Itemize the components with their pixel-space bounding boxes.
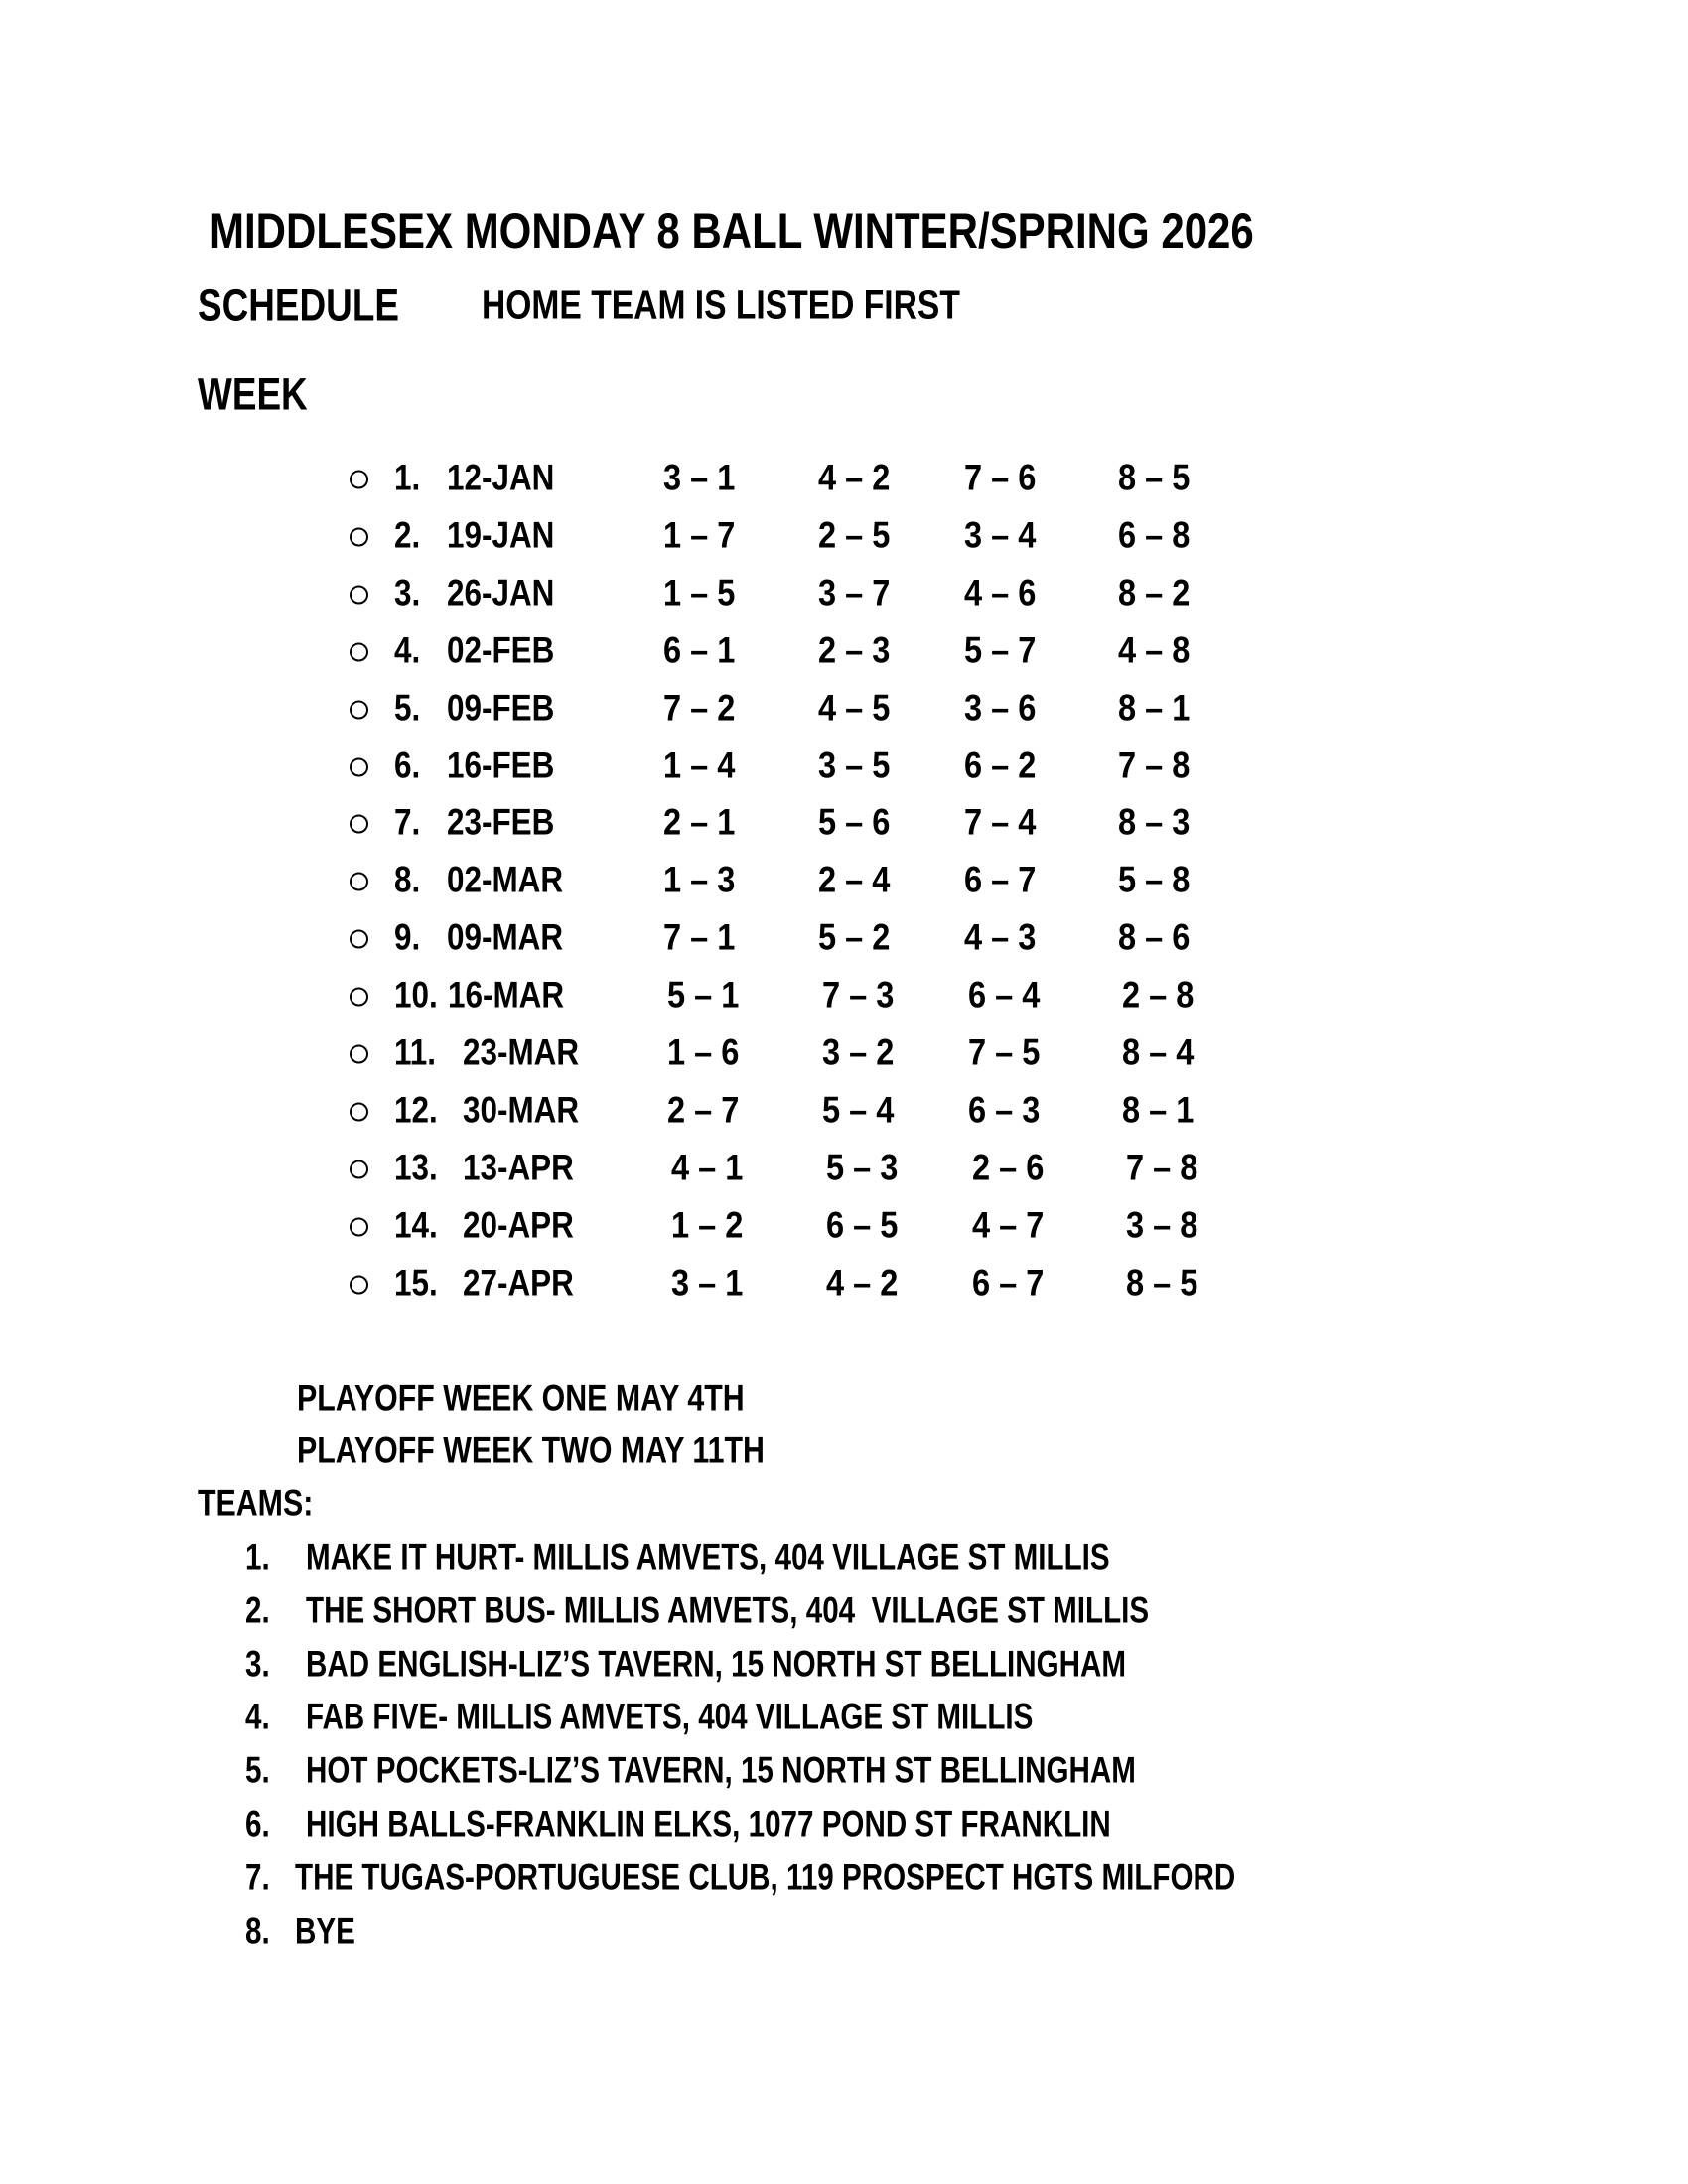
week-number: 10. <box>394 974 438 1016</box>
matchup: 3 – 2 <box>822 1031 895 1073</box>
matchup: 8 – 1 <box>1122 1089 1195 1131</box>
team-description: BYE <box>295 1910 355 1952</box>
matchup: 4 – 6 <box>964 572 1037 614</box>
matchup: 5 – 7 <box>964 629 1037 671</box>
matchup: 2 – 3 <box>818 629 891 671</box>
week-date: 16-FEB <box>447 745 555 785</box>
matchup: 2 – 6 <box>972 1147 1045 1188</box>
schedule-heading: SCHEDULE <box>198 279 399 331</box>
team-description: BAD ENGLISH-LIZ’S TAVERN, 15 NORTH ST BELLINGHAM <box>306 1643 1127 1685</box>
matchup: 4 – 3 <box>964 916 1037 958</box>
circle-bullet-icon <box>350 642 368 661</box>
week-number: 9. <box>394 916 421 958</box>
matchup: 4 – 5 <box>818 687 891 729</box>
week-date: 27-APR <box>463 1262 574 1303</box>
matchup: 7 – 3 <box>822 974 895 1016</box>
matchup: 1 – 3 <box>663 859 736 900</box>
week-heading: WEEK <box>198 368 308 420</box>
week-number: 3. <box>394 572 421 614</box>
matchup: 8 – 3 <box>1118 801 1191 843</box>
matchup: 6 – 5 <box>826 1204 899 1246</box>
circle-bullet-icon <box>350 527 368 546</box>
matchup: 7 – 6 <box>964 457 1037 498</box>
week-date: 12-JAN <box>447 457 555 498</box>
week-date: 30-MAR <box>463 1089 580 1131</box>
week-number: 15. <box>394 1262 438 1303</box>
matchup: 5 – 6 <box>818 801 891 843</box>
week-date: 16-MAR <box>448 974 565 1016</box>
team-description: HOT POCKETS-LIZ’S TAVERN, 15 NORTH ST BELLINGHAM <box>306 1749 1136 1791</box>
circle-bullet-icon <box>350 988 368 1007</box>
matchup: 3 – 4 <box>964 514 1037 556</box>
circle-bullet-icon <box>350 873 368 891</box>
week-date: 09-FEB <box>447 687 555 729</box>
matchup: 1 – 2 <box>671 1204 744 1246</box>
circle-bullet-icon <box>350 585 368 604</box>
circle-bullet-icon <box>350 1160 368 1178</box>
playoff-week-one: PLAYOFF WEEK ONE MAY 4TH <box>297 1377 745 1419</box>
week-date: 19-JAN <box>447 514 555 556</box>
matchup: 7 – 2 <box>663 687 736 729</box>
week-date: 02-FEB <box>447 629 555 671</box>
playoff-week-two: PLAYOFF WEEK TWO MAY 11TH <box>297 1430 765 1471</box>
week-date: 26-JAN <box>447 572 555 614</box>
circle-bullet-icon <box>350 1102 368 1121</box>
matchup: 5 – 2 <box>818 916 891 958</box>
circle-bullet-icon <box>350 1275 368 1294</box>
matchup: 8 – 5 <box>1118 457 1191 498</box>
matchup: 4 – 1 <box>671 1147 744 1188</box>
week-date: 13-APR <box>463 1147 574 1188</box>
week-date: 23-FEB <box>447 801 555 843</box>
circle-bullet-icon <box>350 1045 368 1064</box>
matchup: 3 – 7 <box>818 572 891 614</box>
team-description: FAB FIVE- MILLIS AMVETS, 404 VILLAGE ST MILLIS <box>306 1696 1034 1737</box>
matchup: 4 – 2 <box>818 457 891 498</box>
matchup: 7 – 8 <box>1118 745 1191 785</box>
week-number: 5. <box>394 687 421 729</box>
matchup: 6 – 8 <box>1118 514 1191 556</box>
matchup: 1 – 5 <box>663 572 736 614</box>
team-number: 2. <box>245 1589 270 1631</box>
matchup: 7 – 4 <box>964 801 1037 843</box>
matchup: 6 – 4 <box>968 974 1041 1016</box>
matchup: 7 – 5 <box>968 1031 1041 1073</box>
week-number: 13. <box>394 1147 438 1188</box>
matchup: 5 – 4 <box>822 1089 895 1131</box>
matchup: 2 – 8 <box>1122 974 1195 1016</box>
week-date: 02-MAR <box>447 859 564 900</box>
matchup: 2 – 5 <box>818 514 891 556</box>
home-team-note: HOME TEAM IS LISTED FIRST <box>482 281 960 328</box>
week-number: 11. <box>394 1031 436 1073</box>
week-number: 12. <box>394 1089 438 1131</box>
matchup: 2 – 1 <box>663 801 736 843</box>
circle-bullet-icon <box>350 471 368 489</box>
team-number: 7. <box>245 1856 270 1898</box>
week-number: 14. <box>394 1204 438 1246</box>
circle-bullet-icon <box>350 815 368 834</box>
matchup: 8 – 1 <box>1118 687 1191 729</box>
circle-bullet-icon <box>350 757 368 776</box>
week-date: 09-MAR <box>447 916 564 958</box>
circle-bullet-icon <box>350 930 368 949</box>
week-number: 2. <box>394 514 421 556</box>
week-number: 4. <box>394 629 421 671</box>
matchup: 6 – 7 <box>964 859 1037 900</box>
matchup: 3 – 6 <box>964 687 1037 729</box>
team-number: 6. <box>245 1803 270 1844</box>
matchup: 4 – 8 <box>1118 629 1191 671</box>
matchup: 8 – 5 <box>1126 1262 1198 1303</box>
team-number: 8. <box>245 1910 270 1952</box>
matchup: 7 – 8 <box>1126 1147 1198 1188</box>
matchup: 6 – 3 <box>968 1089 1041 1131</box>
matchup: 2 – 4 <box>818 859 891 900</box>
week-number: 6. <box>394 745 421 785</box>
team-number: 4. <box>245 1696 270 1737</box>
team-description: HIGH BALLS-FRANKLIN ELKS, 1077 POND ST FRANKLIN <box>306 1803 1111 1844</box>
week-number: 7. <box>394 801 421 843</box>
week-date: 20-APR <box>463 1204 574 1246</box>
matchup: 1 – 6 <box>667 1031 740 1073</box>
team-number: 1. <box>245 1536 270 1577</box>
week-date: 23-MAR <box>463 1031 580 1073</box>
teams-heading: TEAMS: <box>198 1482 314 1524</box>
document-title: MIDDLESEX MONDAY 8 BALL WINTER/SPRING 2026 <box>210 204 1254 259</box>
matchup: 8 – 2 <box>1118 572 1191 614</box>
matchup: 3 – 1 <box>671 1262 744 1303</box>
team-description: THE TUGAS-PORTUGUESE CLUB, 119 PROSPECT HGTS MILFORD <box>295 1856 1236 1898</box>
matchup: 8 – 4 <box>1122 1031 1195 1073</box>
matchup: 4 – 7 <box>972 1204 1045 1246</box>
matchup: 8 – 6 <box>1118 916 1191 958</box>
team-number: 3. <box>245 1643 270 1685</box>
matchup: 7 – 1 <box>663 916 736 958</box>
matchup: 1 – 7 <box>663 514 736 556</box>
matchup: 3 – 1 <box>663 457 736 498</box>
matchup: 6 – 1 <box>663 629 736 671</box>
matchup: 6 – 7 <box>972 1262 1045 1303</box>
matchup: 5 – 1 <box>667 974 740 1016</box>
circle-bullet-icon <box>350 700 368 719</box>
week-number: 8. <box>394 859 421 900</box>
matchup: 3 – 8 <box>1126 1204 1198 1246</box>
matchup: 4 – 2 <box>826 1262 899 1303</box>
week-number: 1. <box>394 457 421 498</box>
matchup: 5 – 8 <box>1118 859 1191 900</box>
matchup: 1 – 4 <box>663 745 736 785</box>
matchup: 2 – 7 <box>667 1089 740 1131</box>
matchup: 6 – 2 <box>964 745 1037 785</box>
team-description: THE SHORT BUS- MILLIS AMVETS, 404 VILLAGE ST MILLIS <box>306 1589 1150 1631</box>
circle-bullet-icon <box>350 1217 368 1236</box>
matchup: 3 – 5 <box>818 745 891 785</box>
team-number: 5. <box>245 1749 270 1791</box>
team-description: MAKE IT HURT- MILLIS AMVETS, 404 VILLAGE ST MILLIS <box>306 1536 1110 1577</box>
matchup: 5 – 3 <box>826 1147 899 1188</box>
